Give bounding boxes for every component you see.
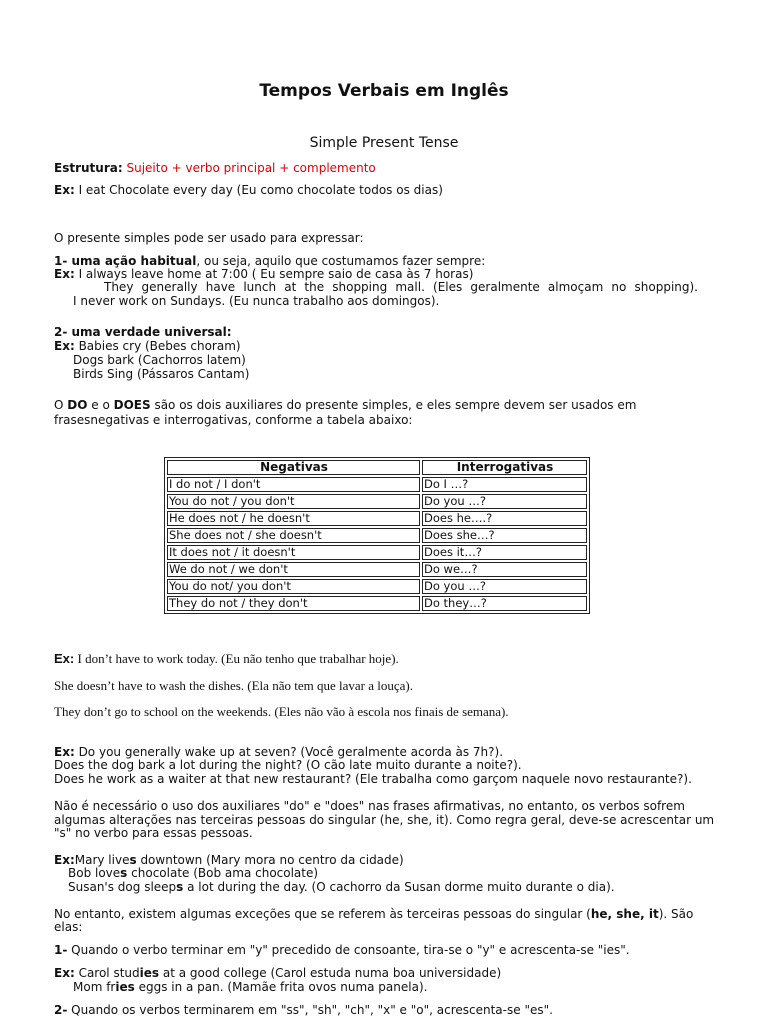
table-cell: Do I …? (422, 477, 587, 492)
section-1-title-rest: , ou seja, aquilo que costumamos fazer sempre: (196, 254, 486, 268)
table-cell: They do not / they don't (167, 596, 420, 611)
table-cell: We do not / we don't (167, 562, 420, 577)
ex-suffix: s (120, 866, 128, 880)
rule-1-example-2 (73, 980, 427, 994)
table-row (167, 545, 587, 560)
table-row (167, 596, 587, 611)
auxiliary-table (164, 457, 590, 614)
ex-text: Do you generally wake up at seven? (Você geralmente acorda às 7h?). (74, 745, 504, 759)
exceptions-line-1 (54, 907, 693, 921)
aux-paragraph-line-2: frasesnegativas e interrogativas, conforme a tabela abaixo: (54, 413, 413, 427)
ex-text: I don’t have to work today. (Eu não tenho que trabalhar hoje). (74, 651, 399, 666)
serif-example-1 (54, 651, 399, 667)
ex-label: Ex: (54, 183, 75, 197)
table-cell: You do not / you don't (167, 494, 420, 509)
exceptions-line-2: elas: (54, 920, 83, 934)
serif-example-3: They don’t go to school on the weekends. (Eles não vão à escola nos finais de semana). (54, 704, 509, 719)
ex-label: Ex: (54, 339, 75, 353)
third-person-example-2 (68, 866, 318, 880)
ex-text: Susan's dog sleep (68, 880, 177, 894)
table-cell: Do you …? (422, 494, 587, 509)
example-1 (54, 183, 443, 197)
rule-2-label: 2- (54, 1003, 68, 1017)
table-row (167, 477, 587, 492)
table-cell: I do not / I don't (167, 477, 420, 492)
ex-suffix: ies (139, 966, 160, 980)
table-cell: Does he….? (422, 511, 587, 526)
rule-1-text: Quando o verbo terminar em "y" precedido de consoante, tira-se o "y" e acrescenta-se "ies". (67, 943, 630, 957)
ex-text: chocolate (Bob ama chocolate) (127, 866, 319, 880)
table-cell: Do you …? (422, 579, 587, 594)
section-1-ex1 (54, 267, 473, 281)
ex-label: Ex: (54, 745, 75, 759)
rule-2-text: Quando os verbos terminarem em "ss", "sh", "ch", "x" e "o", acrescenta-se "es". (67, 1003, 553, 1017)
page-subtitle: Simple Present Tense (309, 135, 459, 151)
aux-does: DOES (113, 398, 151, 412)
table-row (167, 494, 587, 509)
section-2-ex2: Dogs bark (Cachorros latem) (73, 353, 246, 367)
table-cell: It does not / it doesn't (167, 545, 420, 560)
section-1-title: 1- uma ação habitual (54, 254, 197, 268)
table-row (167, 511, 587, 526)
ex-label: Ex: (54, 966, 75, 980)
header-negativas: Negativas (167, 460, 420, 475)
ex-label: Ex: (54, 853, 75, 867)
structure-formula: Sujeito + verbo principal + complemento (126, 161, 376, 175)
section-2-ex3: Birds Sing (Pássaros Cantam) (73, 367, 250, 381)
ex-text: Mary live (74, 853, 130, 867)
table-row (167, 579, 587, 594)
ex-text: Carol stud (74, 966, 140, 980)
note-line-3: "s" no verbo para essas pessoas. (54, 826, 253, 840)
question-example-2: Does the dog bark a lot during the night? (O cão late muito durante a noite?). (54, 758, 522, 772)
table-cell: He does not / he doesn't (167, 511, 420, 526)
section-2-title: 2- uma verdade universal: (54, 325, 232, 339)
structure-label: Estrutura: (54, 161, 123, 175)
structure-line (54, 161, 376, 175)
ex-text: at a good college (Carol estuda numa boa universidade) (159, 966, 502, 980)
table-cell: Does it…? (422, 545, 587, 560)
table-row (167, 562, 587, 577)
ex-text: downtown (Mary mora no centro da cidade) (136, 853, 404, 867)
ex-label: Ex: (54, 651, 75, 666)
section-2-ex1 (54, 339, 241, 353)
intro-text: O presente simples pode ser usado para expressar: (54, 231, 364, 245)
rule-1-label: 1- (54, 943, 68, 957)
header-interrogativas: Interrogativas (422, 460, 587, 475)
ex-text: I always leave home at 7:00 ( Eu sempre saio de casa às 7 horas) (74, 267, 474, 281)
ex-suffix: s (129, 853, 137, 867)
serif-example-2: She doesn’t have to wash the dishes. (Ela não tem que lavar a louça). (54, 678, 413, 693)
exceptions-text: No entanto, existem algumas exceções que se referem às terceiras pessoas do singular ( (54, 907, 591, 921)
aux-text: são os dois auxiliares do presente simples, e eles sempre devem ser usados em (150, 398, 637, 412)
ex-text: eggs in a pan. (Mamãe frita ovos numa panela). (134, 980, 428, 994)
section-2-heading (54, 325, 232, 339)
table-cell: Does she…? (422, 528, 587, 543)
table-header-row (167, 460, 587, 475)
ex-text: Babies cry (Bebes choram) (74, 339, 241, 353)
third-person-example-1 (54, 853, 404, 867)
table-row (167, 528, 587, 543)
ex-suffix: s (176, 880, 184, 894)
page-title: Tempos Verbais em Inglês (259, 81, 509, 101)
aux-paragraph-line-1 (54, 398, 636, 412)
table-cell: You do not/ you don't (167, 579, 420, 594)
ex-suffix: ies (115, 980, 135, 994)
section-1-ex3: I never work on Sundays. (Eu nunca trabalho aos domingos). (73, 294, 440, 308)
exceptions-text: ). São (658, 907, 694, 921)
section-1-ex2: They generally have lunch at the shopping mall. (Eles geralmente almoçam no shopping). (104, 280, 698, 294)
exceptions-pronouns: he, she, it (590, 907, 659, 921)
table-cell: Do they…? (422, 596, 587, 611)
note-line-2: algumas alterações nas terceiras pessoas do singular (he, she, it). Como regra geral, deve-se acrescentar um (54, 813, 715, 827)
note-line-1: Não é necessário o uso dos auxiliares "do" e "does" nas frases afirmativas, no entanto, os verbos sofrem (54, 799, 685, 813)
rule-2 (54, 1003, 553, 1017)
question-example-3: Does he work as a waiter at that new restaurant? (Ele trabalha como garçom naquele novo restaurante?). (54, 772, 692, 786)
aux-do: DO (67, 398, 88, 412)
ex-text: Mom fr (73, 980, 116, 994)
ex-text: I eat Chocolate every day (Eu como chocolate todos os dias) (74, 183, 443, 197)
aux-text: e o (87, 398, 114, 412)
rule-1 (54, 943, 630, 957)
table-cell: She does not / she doesn't (167, 528, 420, 543)
table-cell: Do we…? (422, 562, 587, 577)
aux-text: O (54, 398, 68, 412)
third-person-example-3 (68, 880, 615, 894)
ex-text: Bob love (68, 866, 121, 880)
section-1-heading (54, 254, 485, 268)
ex-label: Ex: (54, 267, 75, 281)
question-example-1 (54, 745, 503, 759)
ex-text: a lot during the day. (O cachorro da Susan dorme muito durante o dia). (183, 880, 615, 894)
rule-1-example-1 (54, 966, 501, 980)
